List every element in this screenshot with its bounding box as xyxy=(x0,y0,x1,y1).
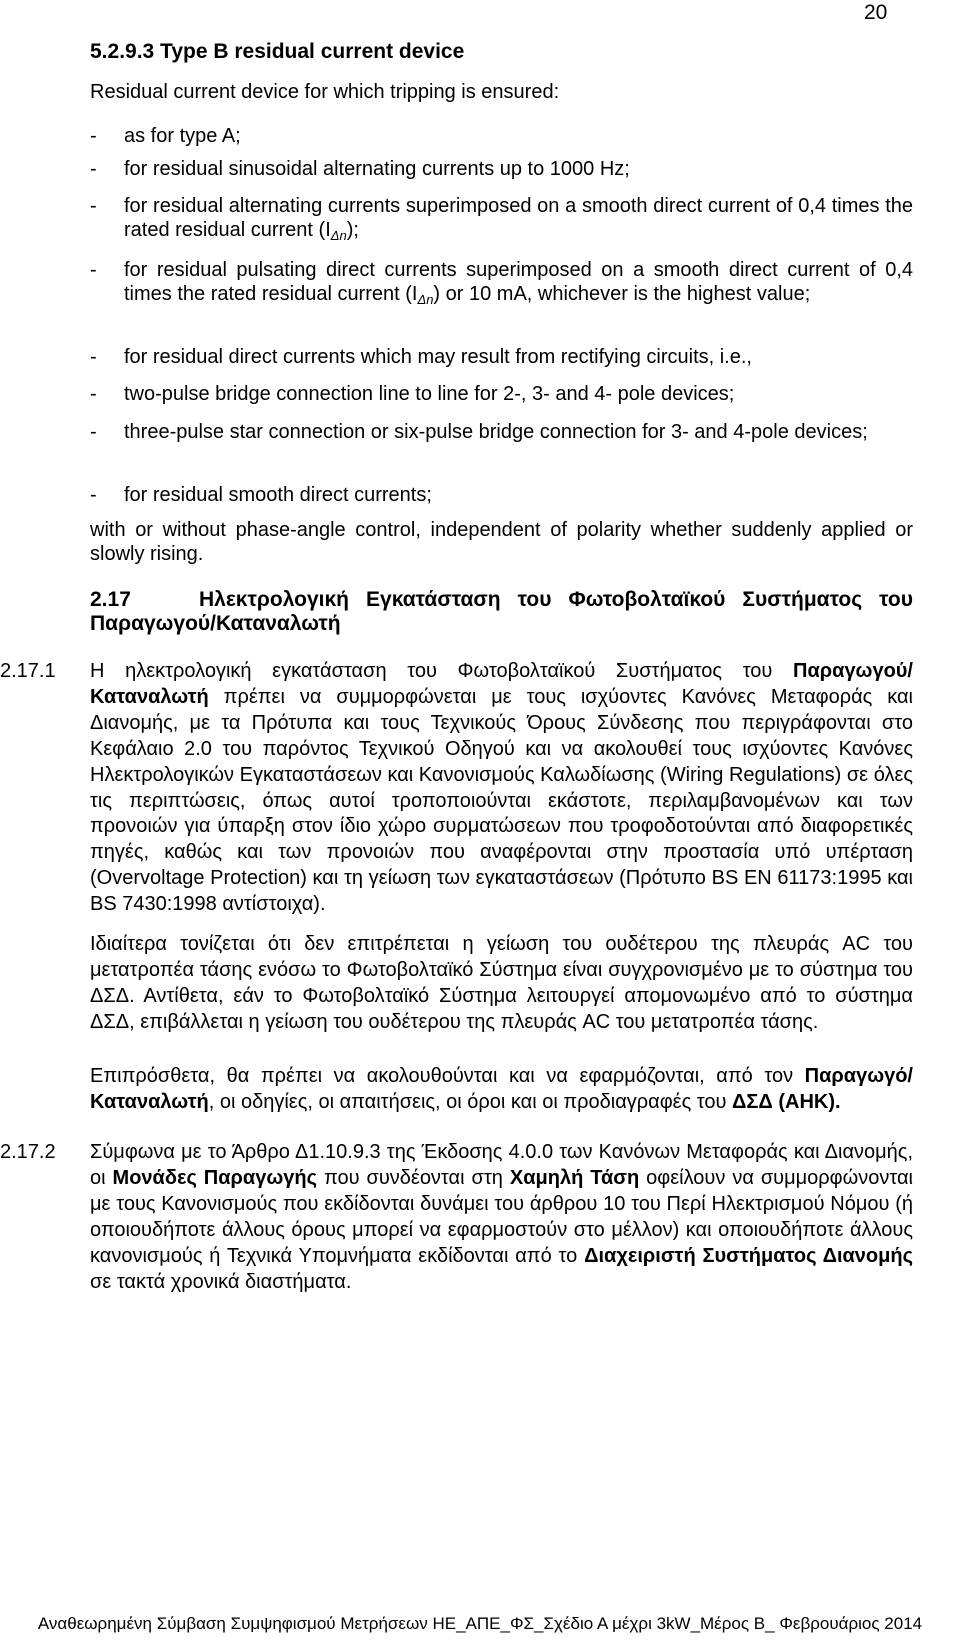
section-2-17-heading xyxy=(90,588,913,636)
bullet-dash: - xyxy=(90,421,97,443)
bullet-dash: - xyxy=(90,259,97,281)
bullet-text: for residual pulsating direct currents superimposed on a smooth direct current of 0,4 times the rated residual current (I xyxy=(124,259,913,305)
list-item xyxy=(90,157,913,181)
section-2-17-1-number: 2.17.1 xyxy=(0,660,56,682)
section-2-17-1-paragraph-3 xyxy=(90,1064,913,1116)
section-2-17-2-paragraph xyxy=(90,1140,913,1295)
list-item xyxy=(90,483,913,507)
text-run: Επιπρόσθετα, θα πρέπει να ακολουθούνται και να εφαρμόζονται, από τον xyxy=(90,1065,805,1087)
text-run: Η ηλεκτρολογική εγκατάσταση του Φωτοβολταϊκού Συστήματος του xyxy=(90,660,794,682)
bullet-dash: - xyxy=(90,346,97,368)
list-item xyxy=(90,382,913,406)
bullet-text-with-subscript xyxy=(124,194,913,248)
text-run: , οι οδηγίες, οι απαιτήσεις, οι όροι και οι προδιαγραφές του xyxy=(208,1090,733,1113)
subscript-delta-n: Δn xyxy=(330,228,347,243)
list-item xyxy=(90,258,913,312)
bullet-text: three-pulse star connection or six-pulse bridge connection for 3- and 4-pole devices; xyxy=(124,421,868,443)
bold-term: Μονάδες Παραγωγής xyxy=(112,1166,317,1189)
bold-term: ΔΣΔ (ΑΗΚ). xyxy=(732,1090,841,1113)
text-run: σε τακτά χρονικά διαστήματα. xyxy=(90,1270,352,1293)
bullet-dash: - xyxy=(90,383,97,405)
bullet-text-with-subscript xyxy=(124,258,913,312)
bullet-dash: - xyxy=(90,195,97,217)
bold-term: Διαχειριστή Συστήματος Διανομής xyxy=(584,1244,913,1267)
section-2-17-title-text: Ηλεκτρολογική Εγκατάσταση του Φωτοβολταϊκού Συστήματος του Παραγωγού/Καταναλωτή xyxy=(90,588,913,635)
bullet-text: as for type A; xyxy=(124,125,241,147)
text-run: πρέπει να συμμορφώνεται με τους ισχύοντες Κανόνες Μεταφοράς και Διανομής, με τα Πρότυπα και τους Τεχνικούς Όρους Σύνδεσης που περιγράφονται στο Κεφάλαιο 2.0 του παρόντος Τεχνικού Οδηγού και να ακολουθεί τους ισχύοντες Κανόνες Ηλεκτρολογικών Εγκαταστάσεων και Κανονισμούς Καλωδίωσης (Wiring Regulations) σε όλες τις περιπτώσεις, όπως αυτοί τροποποιούνται εκάστοτε, περιλαμβανομένων και των προνοιών για ύπαρξη στον ίδιο χώρο συρματώσεων που τροφοδοτούνται από διαφορετικές πηγές, καθώς και των προνοιών που αναφέρονται στην προστασία υπό υπέρταση (Overvoltage Protection) και τη γείωση των εγκαταστάσεων (Πρότυπο BS EN 61173:1995 και BS 7430:1998 αντίστοιχα). xyxy=(90,685,913,916)
list-item xyxy=(90,420,913,444)
list-item xyxy=(90,345,913,369)
page-number: 20 xyxy=(864,1,888,24)
section-2-17-1-paragraph-2: Ιδιαίτερα τονίζεται ότι δεν επιτρέπεται η γείωση του ουδέτερου της πλευράς AC του μετατροπέα τάσης ενόσω το Φωτοβολταϊκό Σύστημα είναι συγχρονισμένο με το σύστημα του ΔΣΔ. Αντίθετα, εάν το Φωτοβολταϊκό Σύστημα λειτουργεί απομονωμένο από το σύστημα ΔΣΔ, επιβάλλεται η γείωση του ουδέτερου της πλευράς AC του μετατροπέα τάσης. xyxy=(90,933,913,1033)
bullet-text: two-pulse bridge connection line to line for 2-, 3- and 4- pole devices; xyxy=(124,383,735,405)
section-5-2-9-3-heading: 5.2.9.3 Type B residual current device xyxy=(90,40,465,63)
page-footer: Αναθεωρημένη Σύμβαση Συμψηφισμού Μετρήσεων ΗΕ_ΑΠΕ_ΦΣ_Σχέδιο Α μέχρι 3kW_Μέρος Β_ Φεβρουάριος 2014 xyxy=(37,1614,923,1633)
section-2-17-1-paragraph-1 xyxy=(90,659,913,918)
bullet-text: for residual sinusoidal alternating currents up to 1000 Hz; xyxy=(124,158,630,180)
bullet-dash: - xyxy=(90,158,97,180)
intro-text: Residual current device for which tripping is ensured: xyxy=(90,81,560,103)
list-item xyxy=(90,124,913,148)
section-2-17-2-number: 2.17.2 xyxy=(0,1141,56,1163)
closing-text: with or without phase-angle control, independent of polarity whether suddenly applied or slowly rising. xyxy=(90,519,913,565)
bold-term: Παραγωγού/ Καταναλωτή xyxy=(90,660,913,708)
bullet-dash: - xyxy=(90,125,97,147)
bold-term: Χαμηλή Τάση xyxy=(509,1166,640,1189)
bold-term: Παραγωγό/Καταναλωτή xyxy=(90,1065,913,1113)
bullet-text: for residual direct currents which may result from rectifying circuits, i.e., xyxy=(124,346,752,368)
bullet-tail: ); xyxy=(346,219,359,241)
bullet-text: for residual alternating currents superimposed on a smooth direct current of 0,4 times the rated residual current (I xyxy=(124,195,913,241)
list-item xyxy=(90,194,913,248)
text-run: που συνδέονται στη xyxy=(316,1166,510,1189)
section-2-17-number: 2.17 xyxy=(90,588,131,611)
bullet-text: for residual smooth direct currents; xyxy=(124,484,432,506)
subscript-delta-n: Δn xyxy=(417,292,434,307)
section-2-17-title xyxy=(90,588,913,636)
bullet-tail: ) or 10 mA, whichever is the highest value; xyxy=(433,283,811,305)
bullet-dash: - xyxy=(90,484,97,506)
text-run: οφείλουν να συμμορφώνονται με τους Κανονισμούς που εκδίδονται δυνάμει του άρθρου 10 του Περί Ηλεκτρισμού Νόμου (ή οποιουδήποτε άλλους όρους μπορεί να εφαρμοστούν στο μέλλον) και οποιουδήποτε άλλους κανονισμούς ή Τεχνικά Υπομνήματα εκδίδονται από το xyxy=(90,1166,914,1267)
text-run: Σύμφωνα με το Άρθρο Δ1.10.9.3 της Έκδοσης 4.0.0 των Κανόνων Μεταφοράς και Διανομής, οι xyxy=(90,1141,913,1189)
heading-gap xyxy=(131,588,199,611)
